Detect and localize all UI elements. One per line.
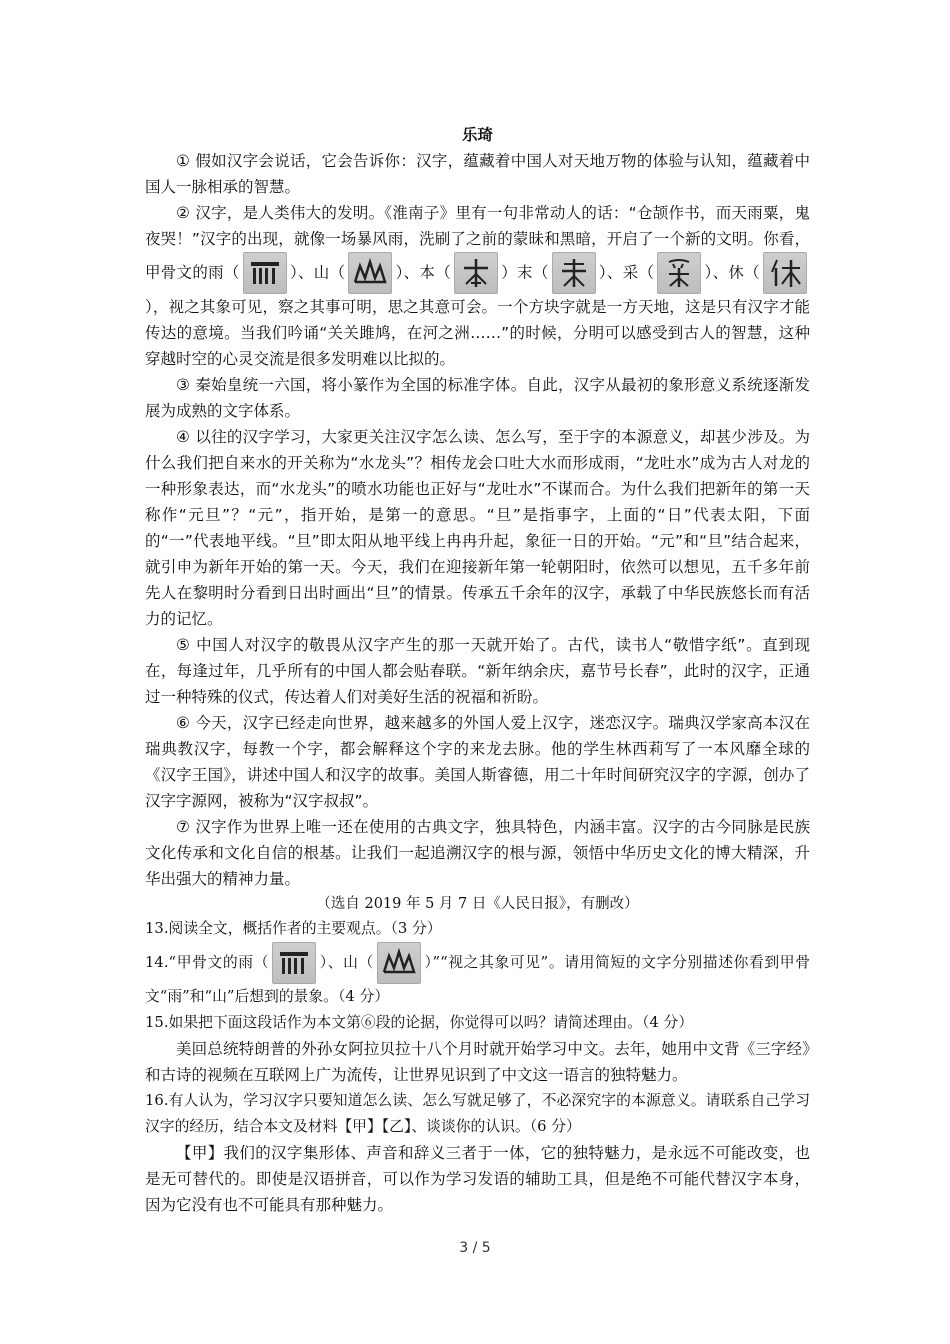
material-jia: 【甲】我们的汉字集形体、声音和辞义三者于一体，它的独特魅力，是永远不可能改变，也是无可替代的。即使是汉语拼音，可以作为学习发语的辅助工具，但是绝不可能代替汉字本身，因为它没有也不可能具有那种魅力。 <box>145 1144 810 1214</box>
question-14-text-a: 14.“甲骨文的雨（ <box>145 954 270 971</box>
page-number: 3 / 5 <box>459 1240 491 1256</box>
paragraph-5: ⑤ 中国人对汉字的敬畏从汉字产生的那一天就开始了。古代，读书人“敬惜字纸”。直到现在，每逢过年，几乎所有的中国人都会贴春联。“新年纳余庆，嘉节号长春”，此时的汉字，正通过一种特殊的仪式，传达着人们对美好生活的祝福和祈盼。 <box>145 636 810 706</box>
paragraph-1: ① 假如汉字会说话，它会告诉你：汉字，蕴藏着中国人对天地万物的体验与认知，蕴藏着中国人一脉相承的智慧。 <box>145 152 810 196</box>
paragraph-3: ③ 秦始皇统一六国，将小篆作为全国的标准字体。自此，汉字从最初的象形意义系统逐渐发展为成熟的文字体系。 <box>145 376 810 420</box>
oracle-root-glyph-icon <box>454 252 498 294</box>
paragraph-2-text-g: ），视之其象可见，察之其事可明，思之其意可会。一个方块字就是一方天地，这是只有汉字才能传达的意境。当我们吟诵“关关雎鸠，在河之洲……”的时候，分明可以感受到古人的智慧，这种穿越时空的心灵交流是很多发明难以比拟的。 <box>145 298 810 368</box>
oracle-mountain-glyph-icon <box>377 942 421 984</box>
paragraph-2-text-d: ）末（ <box>501 263 549 282</box>
paragraph-2-text-c: ）、本（ <box>395 263 451 282</box>
paragraph-2-text-b: ）、山（ <box>289 263 346 282</box>
paragraph-4: ④ 以往的汉字学习，大家更关注汉字怎么读、怎么写，至于字的本源意义，却甚少涉及。为什么我们把自来水的开关称为“水龙头”？相传龙会口吐大水而形成雨，“龙吐水”成为古人对龙的一种形象表达，而“水龙头”的喷水功能也正好与“龙吐水”不谋而合。为什么我们把新年的第一天称作“元旦”？“元”，指开始，是第一的意思。“旦”是指事字，上面的“日”代表太阳，下面的“一”代表地平线。“旦”即太阳从地平线上冉冉升起，象征一日的开始。“元”和“旦”结合起来，就引申为新年开始的第一天。今天，我们在迎接新年第一轮朝阳时，依然可以想见，五千多年前先人在黎明时分看到日出时画出“旦”的情景。传承五千余年的汉字，承载了中华民族悠长而有活力的记忆。 <box>145 428 810 628</box>
source-citation: （选自 2019 年 5 月 7 日《人民日报》，有删改） <box>316 896 639 912</box>
oracle-tip-glyph-icon <box>552 252 596 294</box>
oracle-pick-glyph-icon <box>657 252 701 294</box>
paragraph-2 <box>145 200 810 372</box>
question-14 <box>145 942 810 1010</box>
question-15: 15.如果把下面这段话作为本文第⑥段的论据，你觉得可以吗？请简述理由。（4 分） <box>145 1014 694 1031</box>
paragraph-2-text-e: ）、采（ <box>598 263 655 282</box>
oracle-rain-glyph-icon <box>272 942 316 984</box>
oracle-mountain-glyph-icon <box>348 252 392 294</box>
paragraph-2-text-a: ② 汉字，是人类伟大的发明。《淮南子》里有一句非常动人的话：“仓颉作书，而天雨粟，鬼夜哭！”汉字的出现，就像一场暴风雨，洗刷了之前的蒙昧和黑暗，开启了一个新的文明。你看，甲骨文的雨（ <box>145 204 810 282</box>
question-15-material: 美回总统特朗普的外孙女阿拉贝拉十八个月时就开始学习中文。去年，她用中文背《三字经》和古诗的视频在互联网上广为流传，让世界见识到了中文这一语言的独特魅力。 <box>145 1040 810 1084</box>
paragraph-7: ⑦ 汉字作为世界上唯一还在使用的古典文字，独具特色，内涵丰富。汉字的古今同脉是民族文化传承和文化自信的根基。让我们一起追溯汉字的根与源，领悟中华历史文化的博大精深，升华出强大的精神力量。 <box>145 818 810 888</box>
question-13: 13.阅读全文，概括作者的主要观点。（3 分） <box>145 920 442 937</box>
question-16: 16.有人认为，学习汉字只要知道怎么读、怎么写就足够了，不必深究字的本源意义。请联系自己学习汉字的经历，结合本文及材料【甲】【乙】、谈谈你的认识。（6 分） <box>145 1092 810 1135</box>
paragraph-2-text-f: ）、休（ <box>704 263 760 282</box>
oracle-rest-glyph-icon <box>763 252 807 294</box>
oracle-rain-glyph-icon <box>243 252 287 294</box>
author-name: 乐琦 <box>461 126 493 144</box>
document-page <box>145 118 810 1218</box>
question-14-text-b: ）、山（ <box>319 954 374 971</box>
paragraph-6: ⑥ 今天，汉字已经走向世界，越来越多的外国人爱上汉字，迷恋汉字。瑞典汉学家高本汉在瑞典教汉字，每教一个字，都会解释这个字的来龙去脉。他的学生林西莉写了一本风靡全球的《汉字王国》，讲述中国人和汉字的故事。美国人斯睿德，用二十年时间研究汉字的字源，创办了汉字字源网，被称为“汉字叔叔”。 <box>145 714 810 810</box>
question-14-text-c: ）”“视之其象可见”。请用简短的文字分别描述你看到甲骨文“雨”和“山”后想到的景象。（4 分） <box>145 954 811 1005</box>
